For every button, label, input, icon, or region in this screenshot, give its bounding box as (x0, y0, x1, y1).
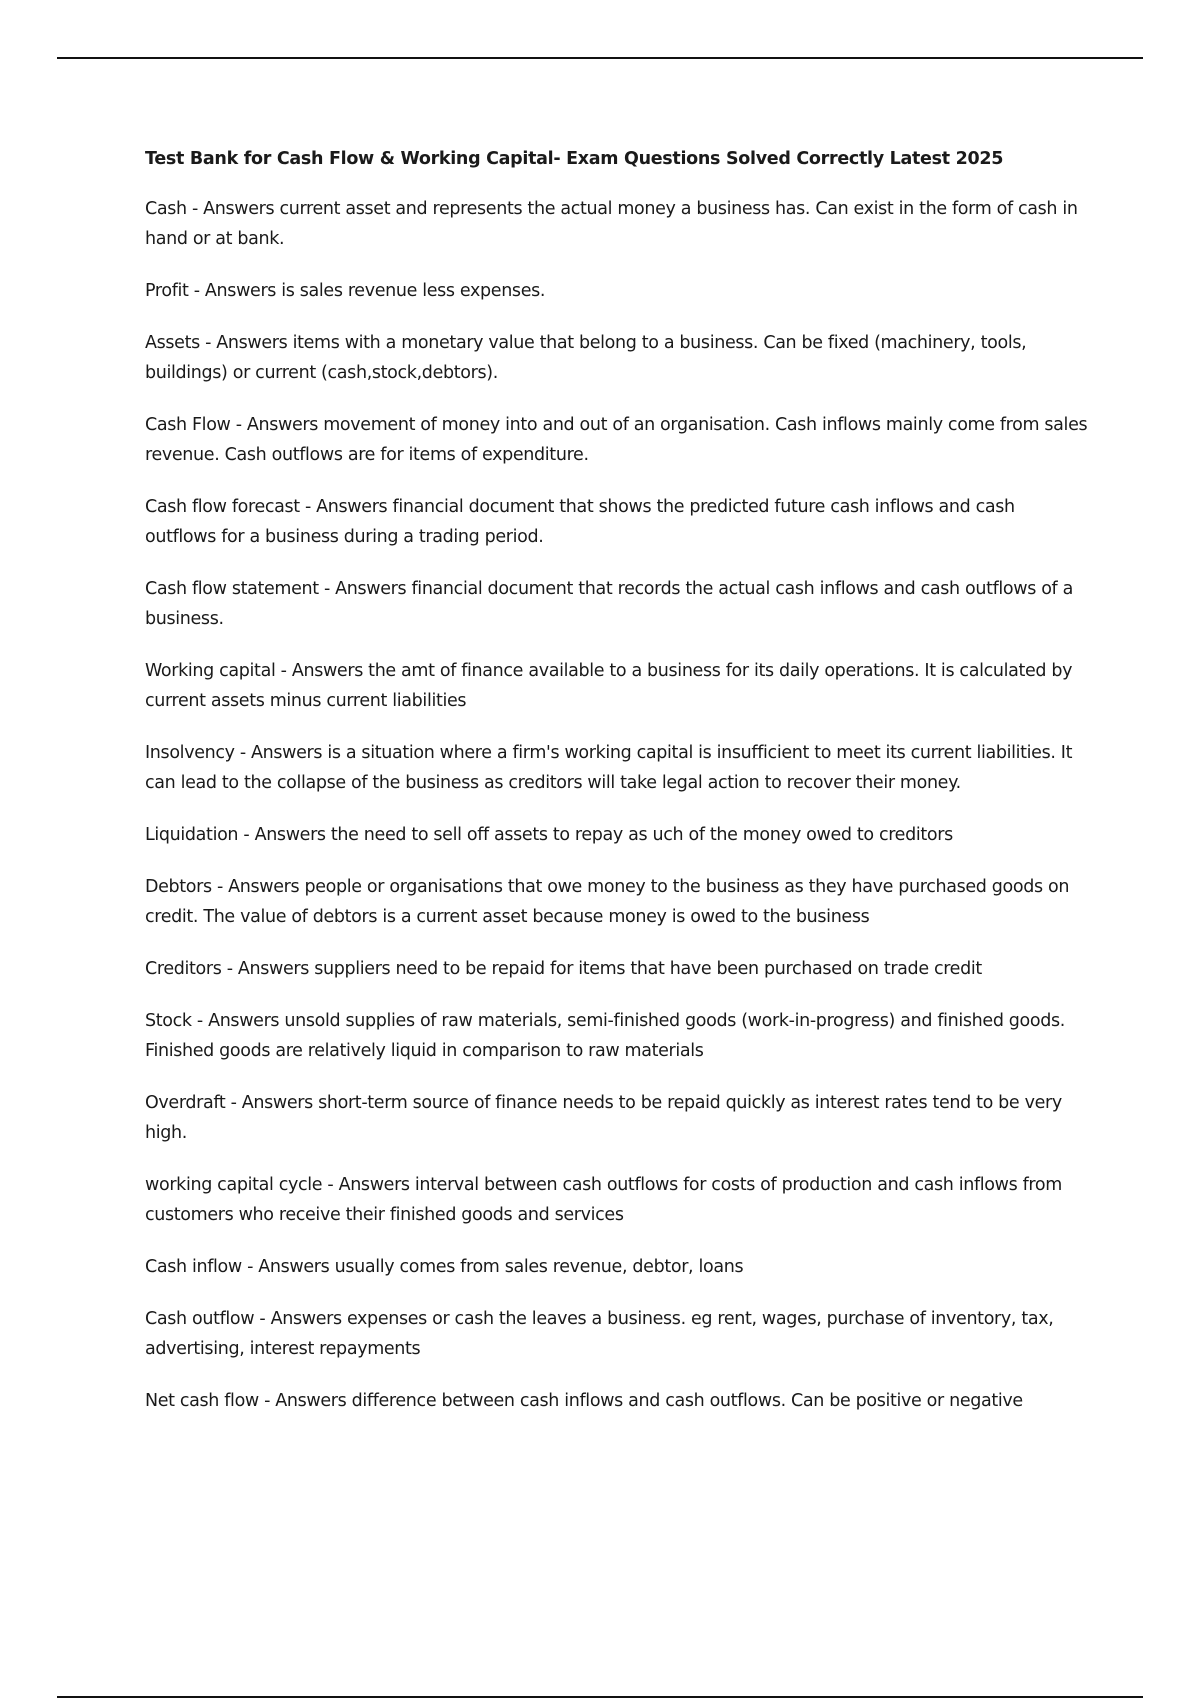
entry-overdraft: Overdraft - Answers short-term source of finance needs to be repaid quickly as interest rates tend to be very high. (145, 1093, 1062, 1143)
entry-working-capital: Working capital - Answers the amt of finance available to a business for its daily operations. It is calculated by current assets minus current liabilities (145, 661, 1073, 711)
entry-assets: Assets - Answers items with a monetary value that belong to a business. Can be fixed (machinery, tools, buildings) or current (cash,stock,debtors). (145, 333, 1027, 383)
entry-cash: Cash - Answers current asset and represents the actual money a business has. Can exist in the form of cash in hand or at bank. (145, 199, 1078, 249)
entry-cash-outflow: Cash outflow - Answers expenses or cash the leaves a business. eg rent, wages, purchase of inventory, tax, advertising, interest repayments (145, 1309, 1054, 1359)
entry-stock: Stock - Answers unsold supplies of raw materials, semi-finished goods (work-in-progress) and finished goods. Finished goods are relatively liquid in comparison to raw materials (145, 1011, 1066, 1061)
entry-liquidation: Liquidation - Answers the need to sell off assets to repay as uch of the money owed to creditors (145, 825, 953, 845)
entry-cash-flow-statement: Cash flow statement - Answers financial document that records the actual cash inflows and cash outflows of a business. (145, 579, 1073, 629)
entry-cash-flow: Cash Flow - Answers movement of money into and out of an organisation. Cash inflows mainly come from sales revenue. Cash outflows are for items of expenditure. (145, 415, 1088, 465)
entry-debtors: Debtors - Answers people or organisations that owe money to the business as they have purchased goods on credit. The value of debtors is a current asset because money is owed to the business (145, 877, 1070, 927)
document-title: Test Bank for Cash Flow & Working Capital- Exam Questions Solved Correctly Latest 2025 (145, 149, 1004, 169)
entry-profit: Profit - Answers is sales revenue less expenses. (145, 281, 546, 301)
entry-cash-flow-forecast: Cash flow forecast - Answers financial document that shows the predicted future cash inflows and cash outflows for a business during a trading period. (145, 497, 1015, 547)
entry-insolvency: Insolvency - Answers is a situation where a firm's working capital is insufficient to meet its current liabilities. It can lead to the collapse of the business as creditors will take legal action to recover their money. (145, 743, 1073, 793)
entry-creditors: Creditors - Answers suppliers need to be repaid for items that have been purchased on trade credit (145, 959, 982, 979)
entry-net-cash-flow: Net cash flow - Answers difference between cash inflows and cash outflows. Can be positive or negative (145, 1391, 1023, 1411)
document-body (145, 146, 1090, 1438)
entry-working-capital-cycle: working capital cycle - Answers interval between cash outflows for costs of production and cash inflows from customers who receive their finished goods and services (145, 1175, 1062, 1225)
footer-rule (57, 1696, 1143, 1698)
header-rule (57, 57, 1143, 59)
entry-cash-inflow: Cash inflow - Answers usually comes from sales revenue, debtor, loans (145, 1257, 744, 1277)
